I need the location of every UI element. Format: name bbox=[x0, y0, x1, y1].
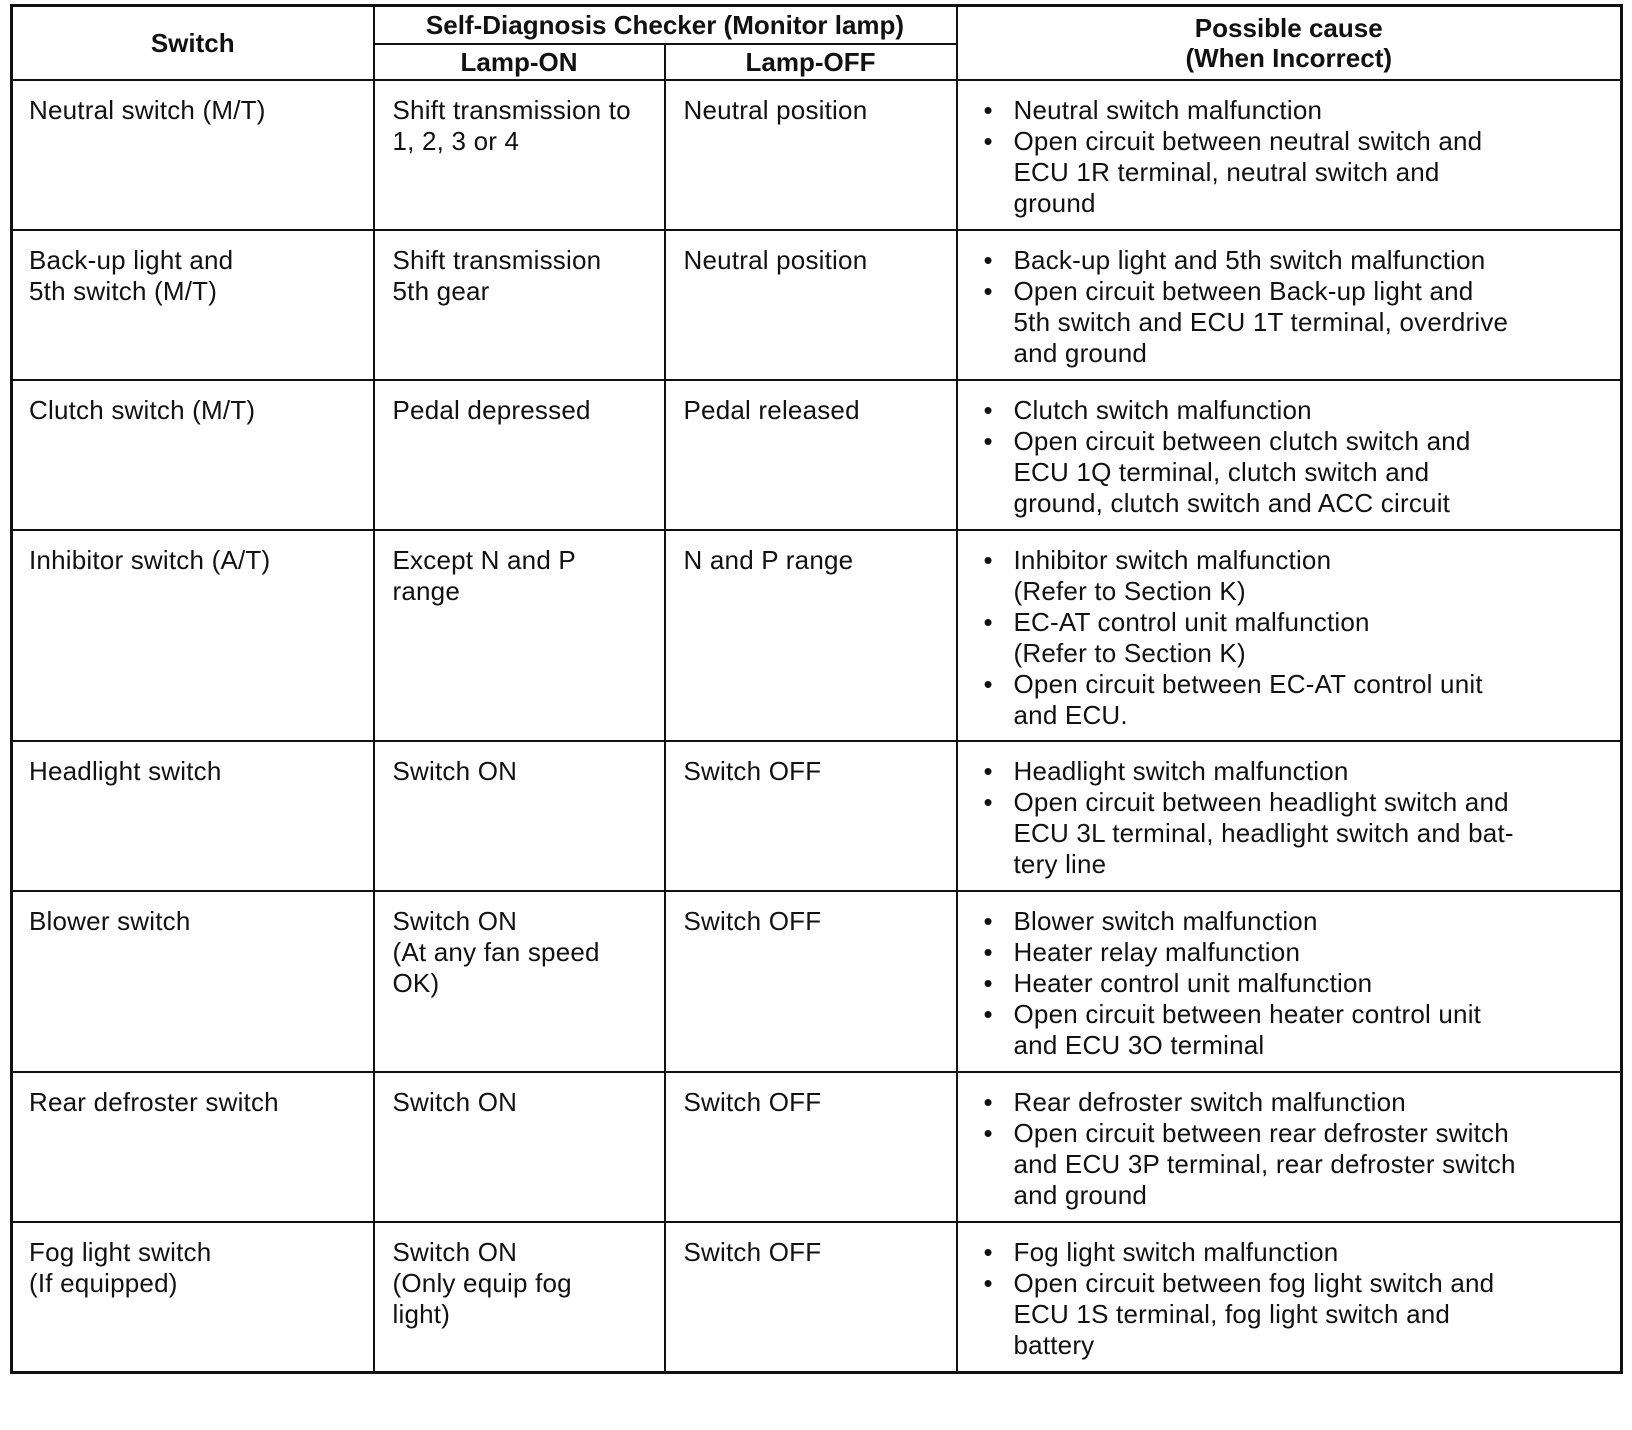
cause-text-line: and ECU. bbox=[1013, 700, 1128, 730]
lamp-on-line: Switch ON bbox=[392, 1087, 518, 1117]
cause-text-line: and ECU 3O terminal bbox=[1013, 1030, 1265, 1060]
lamp-on-cell bbox=[374, 891, 665, 1072]
cause-list bbox=[980, 906, 1605, 1061]
cause-text-line: Open circuit between clutch switch and bbox=[1013, 426, 1471, 456]
switch-name-line: Rear defroster switch bbox=[29, 1087, 279, 1117]
lamp-off-line: Switch OFF bbox=[683, 756, 822, 786]
lamp-on-line: Shift transmission to bbox=[392, 95, 631, 125]
cause-item bbox=[980, 968, 1605, 999]
switch-name-line: (If equipped) bbox=[29, 1268, 178, 1298]
bullet-icon: • bbox=[983, 1268, 993, 1298]
lamp-off-line: Switch OFF bbox=[683, 906, 822, 936]
table-row bbox=[12, 80, 1622, 230]
cause-text-line: Headlight switch malfunction bbox=[1013, 756, 1349, 786]
cause-text-line: ECU 3L terminal, headlight switch and bat- bbox=[1013, 818, 1514, 848]
lamp-on-line: 1, 2, 3 or 4 bbox=[392, 126, 520, 156]
possible-cause-cell bbox=[957, 230, 1622, 380]
bullet-icon: • bbox=[983, 245, 993, 275]
lamp-on-cell bbox=[374, 230, 665, 380]
cause-text-line: tery line bbox=[1013, 849, 1107, 879]
header-lamp-on: Lamp-ON bbox=[374, 44, 665, 80]
cause-text-line: Open circuit between fog light switch and bbox=[1013, 1268, 1495, 1298]
cause-list bbox=[980, 756, 1605, 880]
cause-text-line: Open circuit between rear defroster switch bbox=[1013, 1118, 1509, 1148]
table-row bbox=[12, 1222, 1622, 1372]
cause-list bbox=[980, 395, 1605, 519]
lamp-on-cell bbox=[374, 80, 665, 230]
bullet-icon: • bbox=[983, 1118, 993, 1148]
table-row bbox=[12, 380, 1622, 530]
cause-list bbox=[980, 245, 1605, 369]
switch-cell bbox=[12, 230, 374, 380]
header-checker: Self-Diagnosis Checker (Monitor lamp) bbox=[374, 6, 957, 45]
switch-name-line: Blower switch bbox=[29, 906, 191, 936]
header-row-1 bbox=[12, 6, 1622, 45]
switch-name-line: Fog light switch bbox=[29, 1237, 212, 1267]
cause-text-line: Open circuit between headlight switch and bbox=[1013, 787, 1509, 817]
lamp-on-line: range bbox=[392, 576, 460, 606]
cause-text-line: and ground bbox=[1013, 1180, 1148, 1210]
table-body bbox=[12, 80, 1622, 1372]
cause-item bbox=[980, 1268, 1605, 1361]
bullet-icon: • bbox=[983, 968, 993, 998]
table-row bbox=[12, 530, 1622, 741]
cause-text-line: Open circuit between heater control unit bbox=[1013, 999, 1482, 1029]
bullet-icon: • bbox=[983, 276, 993, 306]
lamp-on-line: light) bbox=[392, 1299, 451, 1329]
cause-item bbox=[980, 126, 1605, 219]
cause-item bbox=[980, 276, 1605, 369]
lamp-off-cell bbox=[665, 230, 957, 380]
lamp-on-cell bbox=[374, 1222, 665, 1372]
header-cause-line1: Possible cause bbox=[1194, 13, 1383, 43]
possible-cause-cell bbox=[957, 741, 1622, 891]
page bbox=[10, 4, 1623, 1374]
lamp-off-line: Neutral position bbox=[683, 95, 868, 125]
switch-cell bbox=[12, 891, 374, 1072]
switch-name-line: Back-up light and bbox=[29, 245, 234, 275]
bullet-icon: • bbox=[983, 395, 993, 425]
bullet-icon: • bbox=[983, 426, 993, 456]
bullet-icon: • bbox=[983, 999, 993, 1029]
switch-cell bbox=[12, 741, 374, 891]
table-row bbox=[12, 891, 1622, 1072]
bullet-icon: • bbox=[983, 669, 993, 699]
cause-item bbox=[980, 787, 1605, 880]
lamp-off-cell bbox=[665, 1072, 957, 1222]
lamp-off-cell bbox=[665, 1222, 957, 1372]
cause-text-line: (Refer to Section K) bbox=[1013, 638, 1246, 668]
table-row bbox=[12, 230, 1622, 380]
cause-item bbox=[980, 426, 1605, 519]
lamp-off-line: Switch OFF bbox=[683, 1237, 822, 1267]
cause-item bbox=[980, 937, 1605, 968]
cause-item bbox=[980, 999, 1605, 1061]
cause-text-line: 5th switch and ECU 1T terminal, overdrive bbox=[1013, 307, 1509, 337]
possible-cause-cell bbox=[957, 1072, 1622, 1222]
switch-cell bbox=[12, 380, 374, 530]
lamp-off-cell bbox=[665, 80, 957, 230]
bullet-icon: • bbox=[983, 95, 993, 125]
bullet-icon: • bbox=[983, 607, 993, 637]
switch-cell bbox=[12, 1222, 374, 1372]
lamp-off-line: Switch OFF bbox=[683, 1087, 822, 1117]
switch-name-line: Headlight switch bbox=[29, 756, 222, 786]
possible-cause-cell bbox=[957, 1222, 1622, 1372]
cause-text-line: ground, clutch switch and ACC circuit bbox=[1013, 488, 1451, 518]
lamp-on-line: Switch ON bbox=[392, 756, 518, 786]
cause-text-line: Neutral switch malfunction bbox=[1013, 95, 1323, 125]
lamp-on-line: Pedal depressed bbox=[392, 395, 591, 425]
cause-text-line: Open circuit between neutral switch and bbox=[1013, 126, 1483, 156]
cause-item bbox=[980, 95, 1605, 126]
bullet-icon: • bbox=[983, 126, 993, 156]
cause-text-line: ECU 1Q terminal, clutch switch and bbox=[1013, 457, 1430, 487]
header-switch: Switch bbox=[12, 6, 374, 81]
cause-text-line: EC-AT control unit malfunction bbox=[1013, 607, 1370, 637]
cause-item bbox=[980, 669, 1605, 731]
lamp-off-line: N and P range bbox=[683, 545, 854, 575]
cause-item bbox=[980, 607, 1605, 669]
cause-text-line: Open circuit between EC-AT control unit bbox=[1013, 669, 1483, 699]
switch-cell bbox=[12, 80, 374, 230]
bullet-icon: • bbox=[983, 906, 993, 936]
lamp-on-cell bbox=[374, 530, 665, 741]
switch-cell bbox=[12, 530, 374, 741]
cause-text-line: (Refer to Section K) bbox=[1013, 576, 1246, 606]
cause-item bbox=[980, 1237, 1605, 1268]
lamp-on-cell bbox=[374, 1072, 665, 1222]
cause-list bbox=[980, 1237, 1605, 1361]
bullet-icon: • bbox=[983, 787, 993, 817]
header-possible-cause bbox=[957, 6, 1622, 81]
cause-item bbox=[980, 245, 1605, 276]
switch-name-line: Clutch switch (M/T) bbox=[29, 395, 256, 425]
cause-text-line: Fog light switch malfunction bbox=[1013, 1237, 1339, 1267]
bullet-icon: • bbox=[983, 1087, 993, 1117]
lamp-off-cell bbox=[665, 891, 957, 1072]
cause-text-line: Blower switch malfunction bbox=[1013, 906, 1318, 936]
lamp-off-cell bbox=[665, 380, 957, 530]
cause-item bbox=[980, 1087, 1605, 1118]
header-cause-line2: (When Incorrect) bbox=[1185, 43, 1393, 73]
switch-name-line: Inhibitor switch (A/T) bbox=[29, 545, 271, 575]
cause-text-line: ECU 1R terminal, neutral switch and bbox=[1013, 157, 1440, 187]
cause-text-line: Clutch switch malfunction bbox=[1013, 395, 1312, 425]
cause-list bbox=[980, 545, 1605, 731]
lamp-on-line: (Only equip fog bbox=[392, 1268, 572, 1298]
possible-cause-cell bbox=[957, 380, 1622, 530]
cause-text-line: Back-up light and 5th switch malfunction bbox=[1013, 245, 1486, 275]
lamp-off-line: Pedal released bbox=[683, 395, 860, 425]
cause-text-line: ECU 1S terminal, fog light switch and bbox=[1013, 1299, 1451, 1329]
cause-list bbox=[980, 95, 1605, 219]
header-lamp-off: Lamp-OFF bbox=[665, 44, 957, 80]
cause-list bbox=[980, 1087, 1605, 1211]
bullet-icon: • bbox=[983, 1237, 993, 1267]
cause-text-line: Heater relay malfunction bbox=[1013, 937, 1301, 967]
bullet-icon: • bbox=[983, 756, 993, 786]
table-row bbox=[12, 741, 1622, 891]
possible-cause-cell bbox=[957, 530, 1622, 741]
lamp-on-line: 5th gear bbox=[392, 276, 490, 306]
possible-cause-cell bbox=[957, 80, 1622, 230]
cause-item bbox=[980, 756, 1605, 787]
lamp-on-line: OK) bbox=[392, 968, 440, 998]
switch-cell bbox=[12, 1072, 374, 1222]
lamp-off-line: Neutral position bbox=[683, 245, 868, 275]
cause-text-line: Open circuit between Back-up light and bbox=[1013, 276, 1474, 306]
lamp-off-cell bbox=[665, 530, 957, 741]
cause-text-line: ground bbox=[1013, 188, 1096, 218]
lamp-on-line: Except N and P bbox=[392, 545, 576, 575]
cause-item bbox=[980, 906, 1605, 937]
lamp-on-line: Switch ON bbox=[392, 906, 518, 936]
switch-name-line: Neutral switch (M/T) bbox=[29, 95, 266, 125]
lamp-on-line: Shift transmission bbox=[392, 245, 602, 275]
cause-text-line: Heater control unit malfunction bbox=[1013, 968, 1373, 998]
table-row bbox=[12, 1072, 1622, 1222]
possible-cause-cell bbox=[957, 891, 1622, 1072]
cause-item bbox=[980, 395, 1605, 426]
cause-text-line: and ECU 3P terminal, rear defroster switch bbox=[1013, 1149, 1516, 1179]
cause-item bbox=[980, 545, 1605, 607]
bullet-icon: • bbox=[983, 937, 993, 967]
lamp-off-cell bbox=[665, 741, 957, 891]
lamp-on-cell bbox=[374, 380, 665, 530]
bullet-icon: • bbox=[983, 545, 993, 575]
lamp-on-line: (At any fan speed bbox=[392, 937, 600, 967]
lamp-on-line: Switch ON bbox=[392, 1237, 518, 1267]
cause-text-line: Inhibitor switch malfunction bbox=[1013, 545, 1332, 575]
switch-name-line: 5th switch (M/T) bbox=[29, 276, 218, 306]
cause-text-line: battery bbox=[1013, 1330, 1095, 1360]
diagnosis-table bbox=[10, 4, 1623, 1374]
cause-text-line: Rear defroster switch malfunction bbox=[1013, 1087, 1406, 1117]
lamp-on-cell bbox=[374, 741, 665, 891]
cause-item bbox=[980, 1118, 1605, 1211]
cause-text-line: and ground bbox=[1013, 338, 1148, 368]
